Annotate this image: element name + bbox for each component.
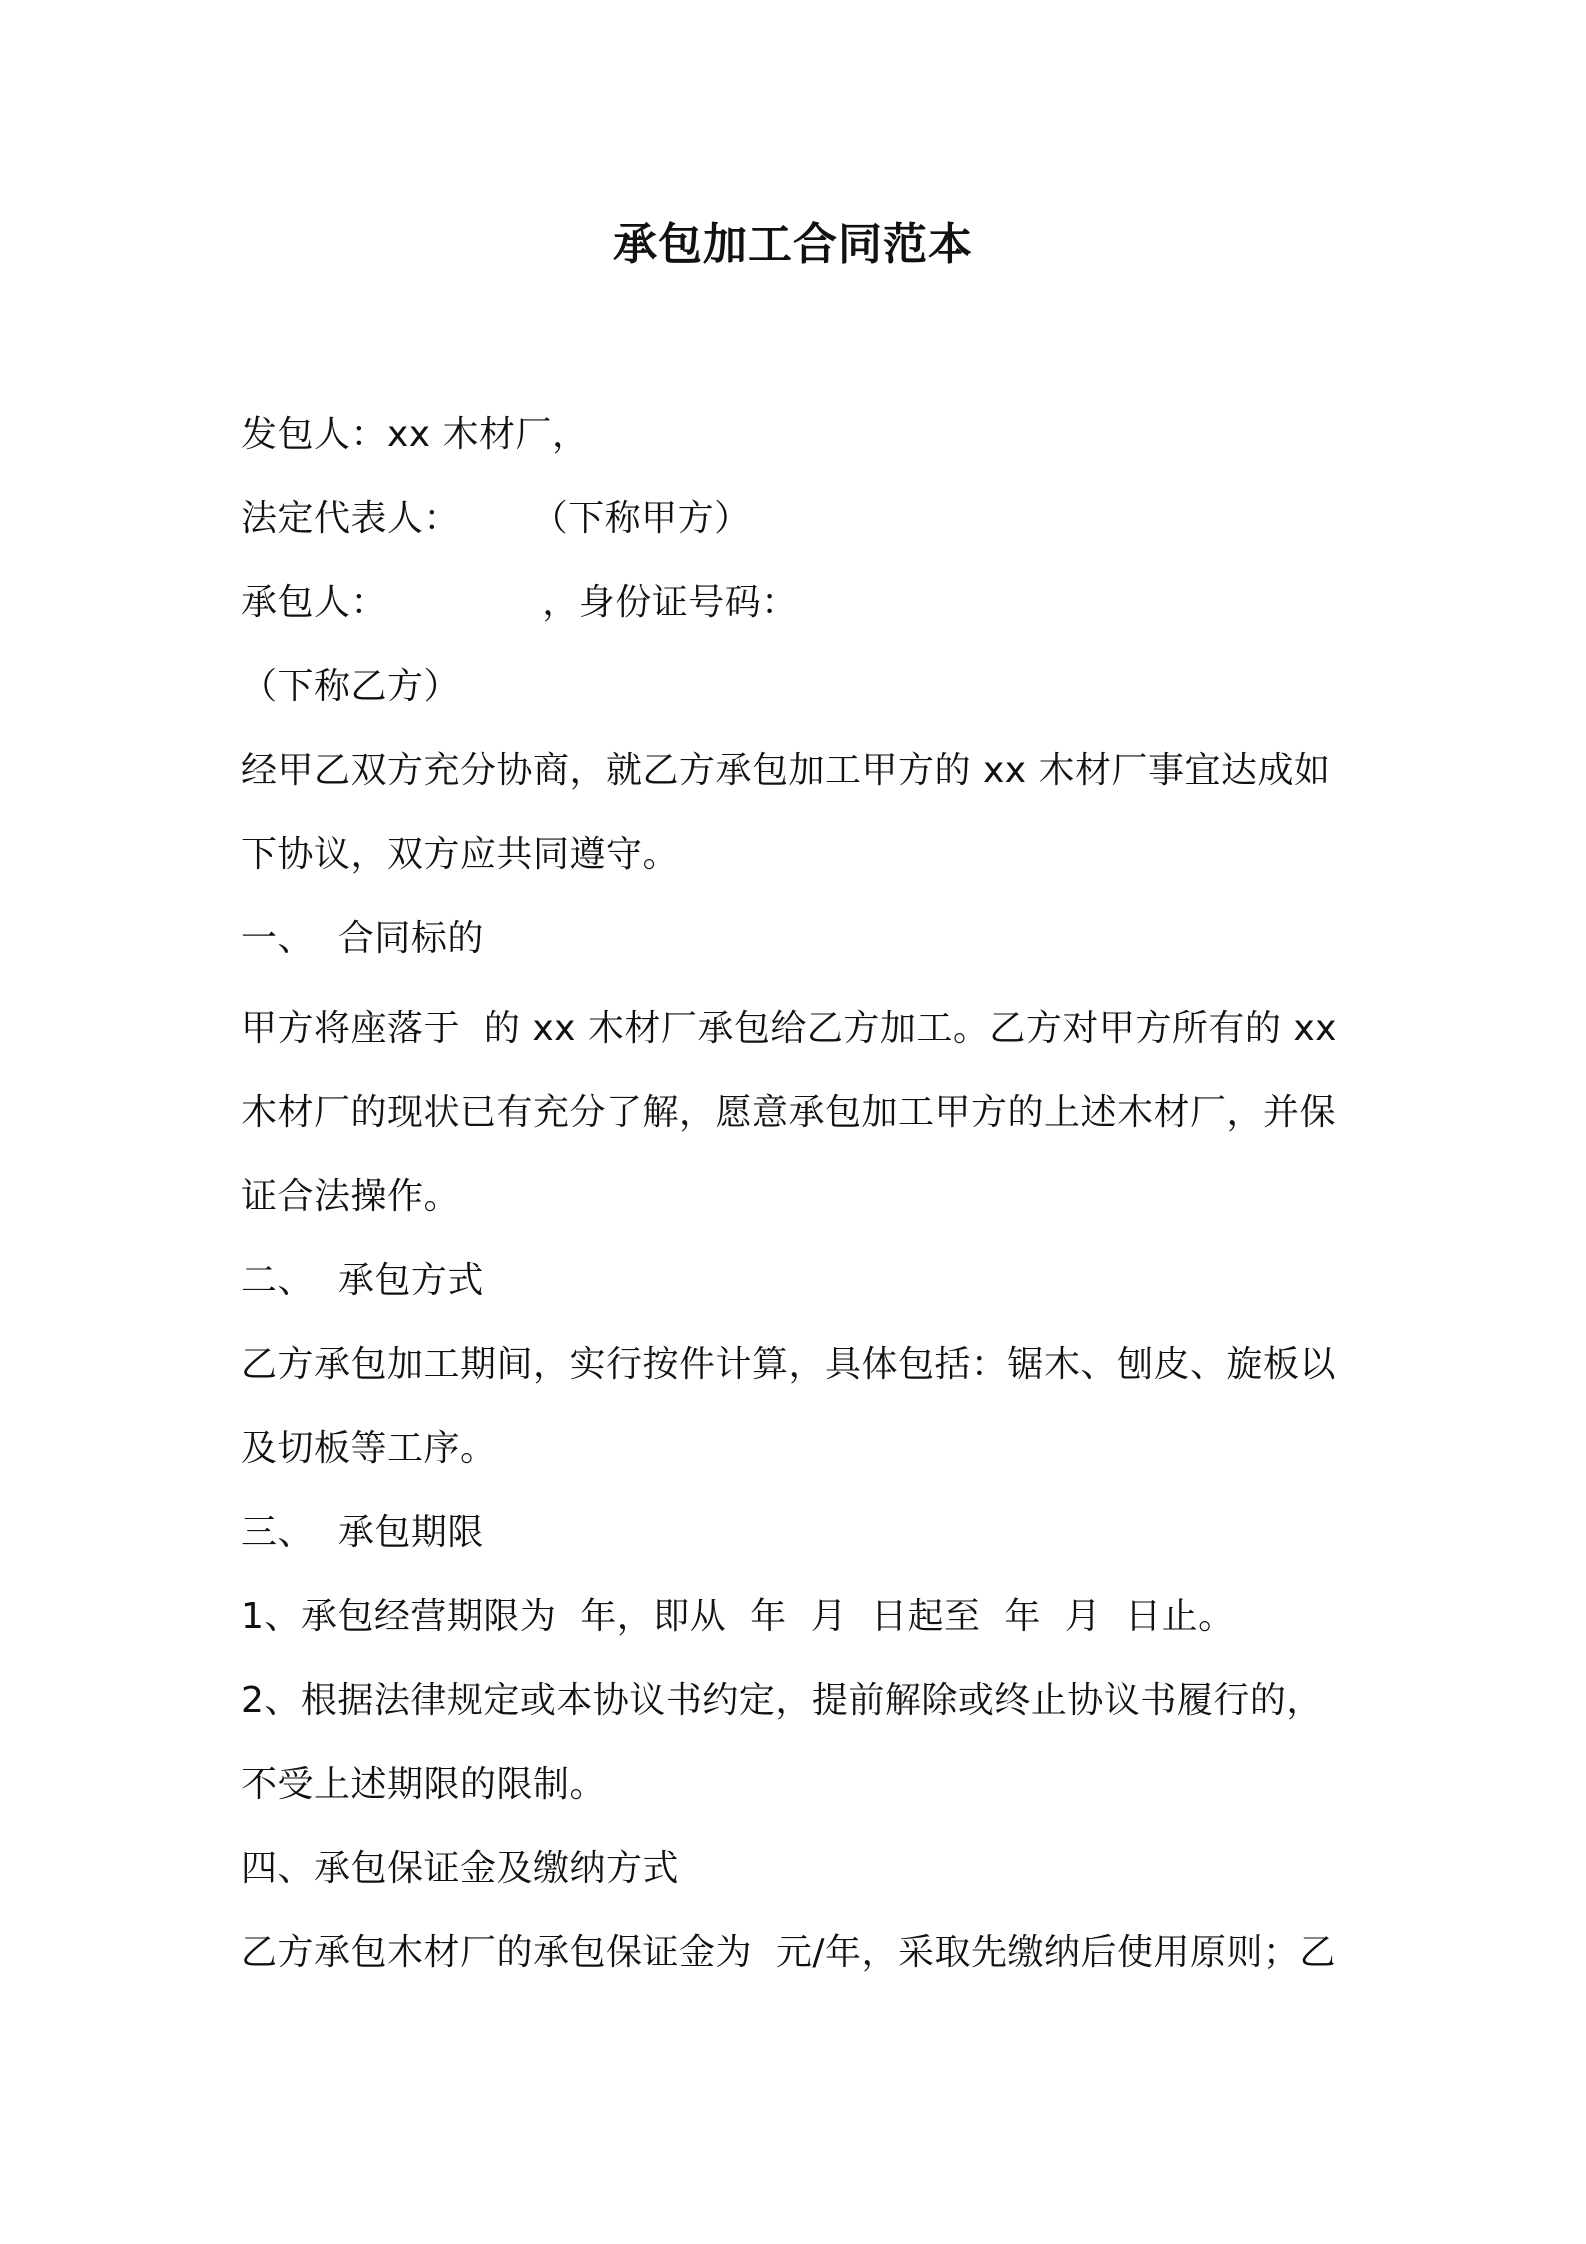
- section-1-line-1: 甲方将座落于 的 xx 木材厂承包给乙方加工。乙方对甲方所有的 xx: [241, 1008, 1337, 1049]
- section-heading-2: 二、 承包方式: [241, 1260, 484, 1301]
- section-2-line-1: 乙方承包加工期间，实行按件计算，具体包括：锯木、刨皮、旋板以: [241, 1344, 1337, 1385]
- document-title: 承包加工合同范本: [613, 219, 973, 270]
- section-3-item-1: 1、承包经营期限为 年，即从 年 月 日起至 年 月 日止。: [241, 1596, 1235, 1637]
- section-1-line-3: 证合法操作。: [241, 1176, 461, 1217]
- legal-representative-line: 法定代表人： （下称甲方）: [241, 498, 751, 539]
- section-1-line-2: 木材厂的现状已有充分了解，愿意承包加工甲方的上述木材厂，并保: [241, 1092, 1337, 1133]
- section-4-line-1: 乙方承包木材厂的承包保证金为 元/年，采取先缴纳后使用原则；乙: [241, 1932, 1337, 1973]
- preamble-line-2: 下协议，双方应共同遵守。: [241, 834, 680, 875]
- section-heading-3: 三、 承包期限: [241, 1512, 484, 1553]
- party-b-note: （下称乙方）: [241, 666, 461, 707]
- contractor-issuer-line: 发包人：xx 木材厂，: [241, 414, 589, 455]
- section-3-item-2-cont: 不受上述期限的限制。: [241, 1764, 607, 1805]
- contractor-line: 承包人： ，身份证号码：: [241, 582, 798, 623]
- section-2-line-2: 及切板等工序。: [241, 1428, 497, 1469]
- section-heading-1: 一、 合同标的: [241, 918, 484, 959]
- preamble-line-1: 经甲乙双方充分协商，就乙方承包加工甲方的 xx 木材厂事宜达成如: [241, 750, 1331, 791]
- section-3-item-2: 2、根据法律规定或本协议书约定，提前解除或终止协议书履行的，: [241, 1680, 1323, 1721]
- section-heading-4: 四、承包保证金及缴纳方式: [241, 1848, 680, 1889]
